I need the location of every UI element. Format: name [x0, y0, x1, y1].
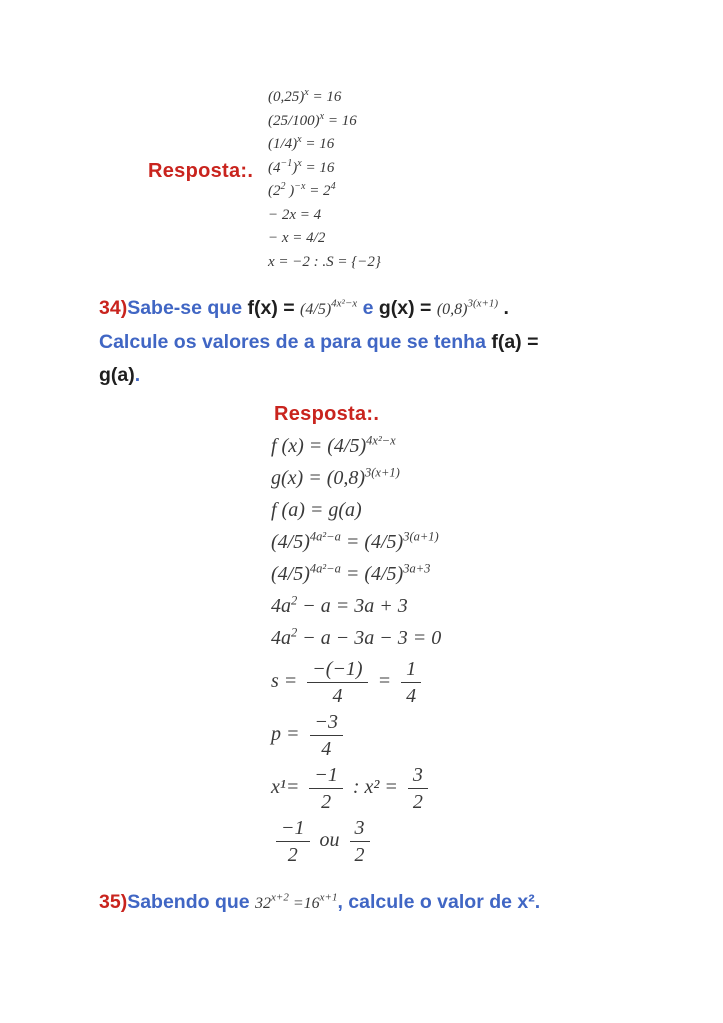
text-token: x = −2 : .S = {−2} — [268, 253, 381, 270]
text-token: f(x) = — [247, 297, 301, 319]
math-line — [271, 434, 441, 459]
text-token: 4a — [271, 595, 291, 617]
math-line — [99, 292, 719, 392]
text-token: (1/4) — [268, 136, 298, 152]
math-line — [271, 658, 441, 707]
text-token: 4a — [271, 627, 291, 649]
exponent: x — [304, 87, 309, 98]
fraction-denominator: 2 — [354, 844, 365, 866]
exponent: 4x²−x — [331, 297, 358, 310]
text-token: g(a) — [99, 364, 135, 386]
text-token: x². — [517, 891, 541, 913]
fraction-numerator: −1 — [276, 817, 310, 842]
text-token: − a − 3a − 3 = 0 — [297, 627, 442, 649]
text-token: = (4/5) — [340, 563, 404, 585]
exponent: x — [319, 110, 325, 122]
text-token: . — [134, 364, 141, 386]
text-token: 32 — [255, 895, 272, 912]
math-line — [271, 817, 441, 866]
text-token: x¹= — [271, 776, 305, 799]
exponent: 3a+3 — [403, 561, 431, 576]
exponent: 4a²−a — [309, 529, 341, 544]
fraction — [408, 764, 428, 813]
question-34 — [99, 292, 719, 392]
exponent: x+2 — [271, 891, 289, 904]
exponent: 4a²−a — [309, 561, 341, 576]
solution-steps-1 — [268, 86, 381, 274]
solution-steps-2 — [271, 434, 441, 870]
fraction — [310, 711, 344, 760]
text-token: (4/5) — [271, 531, 310, 553]
text-token: = 16 — [301, 136, 335, 152]
fraction-denominator: 4 — [406, 685, 417, 707]
text-token: s = — [271, 670, 303, 693]
fraction-denominator: 2 — [287, 844, 298, 866]
text-token: Sabendo que — [127, 891, 256, 913]
math-line — [271, 626, 441, 651]
math-line — [268, 157, 381, 181]
exponent: 3(x+1) — [467, 297, 499, 310]
text-token: Calcule os valores de a para que se tenha — [99, 331, 492, 353]
exponent: 2 — [280, 181, 286, 192]
math-line — [268, 204, 381, 228]
text-token: g(x) = (0,8) — [271, 467, 366, 489]
fraction — [307, 658, 367, 707]
fraction-numerator: 1 — [401, 658, 421, 683]
text-token: = 2 — [305, 183, 331, 199]
text-token: ) — [292, 159, 298, 176]
text-token: 34) — [99, 297, 128, 319]
math-line — [268, 251, 381, 275]
text-token: f (a) = g(a) — [271, 499, 362, 521]
fraction-denominator: 2 — [321, 791, 332, 813]
fraction-denominator: 4 — [321, 738, 332, 760]
text-token: (0,25) — [268, 89, 305, 105]
text-token: g(x) = — [378, 297, 437, 319]
math-line — [271, 562, 441, 587]
text-token: − a = 3a + 3 — [297, 595, 408, 617]
text-token: (4/5) — [300, 301, 332, 318]
text-token: = (4/5) — [340, 531, 404, 553]
answer-label-1: Resposta:. — [148, 160, 254, 182]
math-line — [271, 466, 441, 491]
fraction-denominator: 4 — [332, 685, 343, 707]
math-line — [268, 110, 381, 134]
text-token: Sabe-se que — [127, 297, 248, 319]
text-token: (4/5) — [271, 563, 310, 585]
fraction-denominator: 2 — [412, 791, 423, 813]
text-token: (2 — [268, 183, 281, 199]
math-line — [99, 886, 719, 920]
text-token: , calcule o valor de — [337, 891, 518, 913]
exponent: x — [297, 134, 302, 145]
fraction — [309, 764, 343, 813]
fraction — [401, 658, 421, 707]
exponent: 3(a+1) — [403, 529, 439, 544]
exponent: x — [297, 157, 302, 169]
exponent: 4 — [330, 181, 336, 192]
math-line — [271, 594, 441, 619]
text-token: − x = 4/2 — [268, 230, 326, 246]
exponent: 4x²−x — [366, 433, 396, 448]
text-token: ou — [314, 829, 345, 852]
text-token: = 16 — [324, 112, 357, 129]
fraction-numerator: 3 — [350, 817, 370, 842]
text-token: (0,8) — [436, 301, 468, 318]
text-token: p = — [271, 723, 305, 746]
text-token: f(a) = — [491, 331, 539, 353]
exponent: −x — [294, 181, 306, 192]
fraction — [276, 817, 310, 866]
math-line — [271, 711, 441, 760]
math-line — [271, 764, 441, 813]
text-token: ) — [285, 183, 295, 199]
exponent: 2 — [291, 625, 298, 640]
text-token: (4 — [268, 159, 281, 176]
math-line — [271, 498, 441, 523]
fraction-numerator: 3 — [408, 764, 428, 789]
math-line — [268, 133, 381, 157]
text-token: (25/100) — [268, 112, 320, 129]
text-token: : x² = — [347, 776, 403, 799]
fraction-numerator: −3 — [310, 711, 344, 736]
fraction-numerator: −(−1) — [307, 658, 367, 683]
question-35 — [99, 886, 719, 920]
math-line — [268, 227, 381, 251]
text-token: =16 — [288, 895, 320, 912]
answer-label-2: Resposta:. — [274, 403, 380, 425]
math-line — [268, 180, 381, 204]
math-line — [268, 86, 381, 110]
fraction — [350, 817, 370, 866]
exponent: 3(x+1) — [365, 465, 400, 480]
text-token: − 2x = 4 — [268, 206, 322, 223]
text-token: = 16 — [301, 159, 335, 176]
text-token: = 16 — [308, 89, 342, 105]
text-token: f (x) = (4/5) — [271, 435, 367, 457]
fraction-numerator: −1 — [309, 764, 343, 789]
math-line — [271, 530, 441, 555]
text-token: = — [372, 670, 397, 693]
exponent: 2 — [291, 593, 298, 608]
exponent: x+1 — [319, 891, 338, 904]
text-token: . — [498, 297, 509, 319]
text-token: e — [357, 297, 379, 319]
exponent: −1 — [280, 157, 293, 169]
text-token: 35) — [99, 891, 128, 913]
